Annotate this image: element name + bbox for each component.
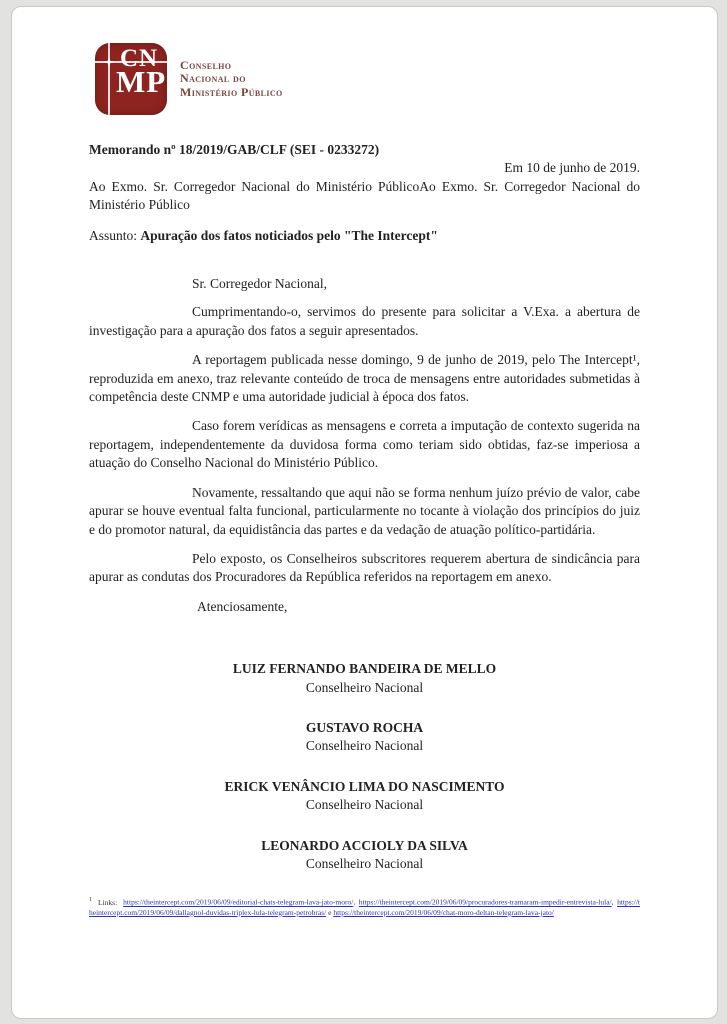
memo-subject-line — [89, 227, 640, 245]
signature-role: Conselheiro Nacional — [305, 855, 424, 871]
body-paragraph: Cumprimentando-o, servimos do presente para solicitar a V.Exa. a abertura de investigação para a apuração dos fatos a seguir apresentados. — [89, 304, 640, 338]
org-name-line1: Conselho — [180, 57, 232, 72]
signature-role: Conselheiro Nacional — [305, 797, 424, 813]
body-paragraph: Novamente, ressaltando que aqui não se forma nenhum juízo prévio de valor, cabe apurar se houve eventual falta funcional, particularmente no tocante à violação dos princípios do juiz e do promotor natural, da equidistância das partes e da vedação de atuação político-partidária. — [89, 484, 640, 537]
signature-name: LEONARDO ACCIOLY DA SILVA — [261, 837, 468, 853]
salutation: Sr. Corregedor Nacional, — [192, 276, 327, 292]
footnote-separator: e — [326, 907, 334, 917]
logo-acronym-top: CN — [120, 45, 159, 72]
footnote-marker: 1 — [89, 897, 92, 904]
footnote-link[interactable]: https://theintercept.com/2019/06/09/procuradores-tramaram-impedir-entrevista-lula/ — [358, 897, 612, 907]
footnote-separator: , — [353, 897, 359, 907]
signature-block — [89, 837, 640, 874]
memo-addressee: Ao Exmo. Sr. Corregedor Nacional do Ministério PúblicoAo Exmo. Sr. Corregedor Nacional do Ministério Público — [89, 178, 640, 213]
memo-body — [89, 303, 640, 586]
memo-date: Em 10 de junho de 2019. — [504, 160, 640, 176]
logo-vertical-line — [108, 43, 110, 115]
footnote-link[interactable]: https://theintercept.com/2019/06/09/editorial-chats-telegram-lava-jato-moro/ — [123, 897, 354, 907]
org-name-line2: Nacional do — [180, 71, 246, 86]
signature-role: Conselheiro Nacional — [305, 738, 424, 754]
cnmp-header — [95, 43, 640, 115]
signature-name: ERICK VENÂNCIO LIMA DO NASCIMENTO — [224, 778, 505, 794]
memo-title: Memorando nº 18/2019/GAB/CLF (SEI - 0233272) — [89, 142, 380, 157]
signature-block — [89, 719, 640, 756]
cnmp-logo-icon — [95, 43, 167, 115]
closing: Atenciosamente, — [197, 598, 288, 614]
signature-name: GUSTAVO ROCHA — [305, 719, 424, 735]
footnote-link[interactable]: https://theintercept.com/2019/06/09/chat-moro-deltan-telegram-lava-jato/ — [333, 907, 554, 917]
signature-role: Conselheiro Nacional — [305, 679, 424, 695]
body-paragraph: A reportagem publicada nesse domingo, 9 de junho de 2019, pelo The Intercept¹, reproduzida em anexo, traz relevante conteúdo de troca de mensagens entre autoridades submetidas à competência deste CNMP e uma autoridade judicial à época dos fatos. — [89, 352, 640, 405]
org-name-line3: Ministério Público — [180, 84, 283, 99]
memo-content — [12, 7, 717, 918]
footnote-label: Links: — [98, 897, 118, 907]
logo-acronym-bottom: MP — [116, 64, 167, 99]
signature-block — [89, 778, 640, 815]
footnote-separator: , — [611, 897, 618, 907]
subject-text: Apuração dos fatos noticiados pelo "The Intercept" — [140, 227, 438, 243]
memo-head — [89, 141, 640, 245]
body-paragraph: Caso forem verídicas as mensagens e correta a imputação de contexto sugerida na reportagem, independentemente da duvidosa forma como teriam sido obtidas, faz-se imperiosa a atuação do Conselho Nacional do Ministério Público. — [89, 418, 640, 471]
subject-label: Assunto: — [89, 227, 141, 243]
footnote-link[interactable]: https://theintercept.com/2019/06/09/dallagnol-duvidas-triplex-lula-telegram-petrobras/ — [89, 897, 640, 917]
logo-star-icon — [103, 56, 115, 68]
org-name — [180, 59, 283, 100]
signature-name: LUIZ FERNANDO BANDEIRA DE MELLO — [232, 661, 497, 677]
body-paragraph: Pelo exposto, os Conselheiros subscritores requerem abertura de sindicância para apurar as condutas dos Procuradores da República referidos na reportagem em anexo. — [89, 550, 640, 585]
document-page — [11, 6, 718, 1019]
footnote — [89, 895, 640, 918]
signature-list — [89, 660, 640, 873]
signature-block — [89, 660, 640, 697]
